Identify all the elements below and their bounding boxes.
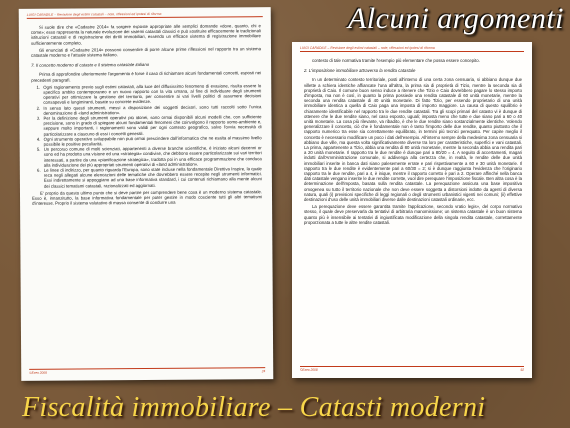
left-page-number: 24 <box>261 369 266 374</box>
right-page-number: 92 <box>520 368 524 372</box>
right-page-content <box>292 52 532 225</box>
list-item: 2. In senso lato questi strumenti, messi a disposizione dei soggetti decisori, sono tutti raccolti sotto l'unica denominazione di «land administration». <box>41 104 261 116</box>
slide-title-bottom: Fiscalità immobiliare – Catasti moderni <box>22 392 486 423</box>
list-item: 1. Ogni ragionamento previo sugli estimi catastali, alla luce del diffusissimo fenomeno di evasione, risulta essere lo specifico ambito contemporaneo e un nuovo rapporto con la vita umana, al fine di individuare degli strumenti operativi per ottimizzare la gestione del territorio, per consentire ai vari livelli politici di assumere decisioni consapevoli e lungimiranti, basate su concrete evidenze. <box>41 83 261 105</box>
left-paragraph-2: Gli enunciati di «Cadastre 2014» possono consentire di porre alcune prime riflessioni nel rapporto tra un sistema catastale moderno e l'attuale sistema italiano. <box>31 46 262 58</box>
right-page-footer <box>300 366 524 372</box>
left-paragraph-1: Si suole dire che «Cadastre 2014» fa sorgere risposte appropriate alle semplici domande «dove, quanto, chi e come»; esso rappresenta la naturale evoluzione dei sistemi catastali classici e può sostituire efficacemente le tradizionali istituzioni catastali e di registrazione dei diritti immobiliari, essendo un efficace sistema di registrazione immobiliare sufficientemente completo. <box>30 23 261 46</box>
right-section-title: 2. L'imposizione immobiliare attraverso la rendita catastale <box>304 68 416 74</box>
slide-title-top: Alcuni argomenti <box>347 2 564 35</box>
right-page-header: LUIGI CARADILE – Revisione degli estimi catastali – note, riflessioni ed ipotesi di riforma <box>300 46 435 50</box>
left-section-title: 7. Il concetto moderno di catasto e il sistema catastale italiano <box>31 62 150 69</box>
list-item: 5. Un percorso comune di molti scienziati, appartenenti a diverse branche scientifiche, è iniziato alcuni decenni or sono ed ha prodotto una visione ed una «strategia» condivise, che debbono essere particolarizzate sui vari territori interessati, a partire da una «pianificazione strategica», tradotta poi in una efficace programmazione che conduca alla individuazione dei più appropriati strumenti operativi di «land administration». <box>42 145 262 167</box>
left-paragraph-4: E' proprio da questo ultimo punto che si deve partire per comprendere bene cosa è un moderno sistema catastale. Esso è, innanzitutto, la base informativa fondamentale per poter gestire in modo cosciente tutti gli altri tematismi d'interesse. Proprio il sistema valutativo di massa consente di condurre una <box>32 189 263 207</box>
right-document-page <box>292 42 532 378</box>
left-numbered-list <box>31 83 262 189</box>
right-footer-publisher: ©Exeo 2008 <box>300 368 318 372</box>
list-item: 3. Per la definizione degli strumenti operativi più idonei, sono ormai disponibili alcuni modelli che, con sufficiente precisione, sono in grado di spiegare alcuni fondamentali fenomeni che coinvolgono il rapporto uomo-ambiente e, seppure molto importanti, i ragionamenti sono validi per ogni contesto geografico, salvo l'ovvia necessità di particolarizzare a ciascuno di essi i concetti generali. <box>41 114 261 136</box>
left-paragraph-3: Prima di approfondire ulteriormente l'argomento è forse il caso di richiamare alcuni fondamentali concetti, esposti nei precedenti paragrafi. <box>31 70 262 83</box>
left-document-page <box>19 7 274 381</box>
left-page-footer <box>29 367 265 375</box>
right-paragraph-1: contesto di tale normativa tramite l'esempio più elementare che possa essere concepito. <box>312 58 480 63</box>
list-item: 4. Ogni strumento operativo sviluppabile non può ormai prescindere dall'informatica che ne esalta al massimo livello possibile le positive peculiarità. <box>42 135 262 147</box>
right-paragraph-3: La perequazione deve essere garantita tramite l'applicazione, secondo vratio legis», del corpo normativo stesso, il quale deve preservarla da tentativi di arbitraria manomissione; un sistema catastale è un buon sistema quanto più è insensibile ai tentativi di ingiustificata modificazione della singola rendita catastale, correttamente proporzionata a tutte le altre rendite catastali. <box>304 204 522 225</box>
left-footer-publisher: ©Exeo 2008 <box>29 370 47 375</box>
left-page-content <box>19 17 272 206</box>
list-item: 6. Le linee di indirizzo, per quanto riguarda l'Europa, sono state incluse nella fondamentale Direttiva Inspire, la quale reca negli allegati alcune elencazioni delle tematiche che dovrebbero essere recepite negli strumenti informatici. Essi indirettamente si appoggiano ad una base informativa standard, i cui contenuti richiamano alla mente alcuni dei classici tematismi catastali, razionalizzati ed aggiornati. <box>42 166 262 188</box>
left-page-header: LUIGI CARADILE – Revisione degli estimi catastali – note, riflessioni ed ipotesi di riforma <box>26 11 162 17</box>
right-paragraph-2: In un determinato contesto territoriale, posti all'interno di una certa zona censuaria, si abbiano dunque due villette a schiera identiche affiancate l'una all'altra, la prima sia di proprietà di Tizio, mentre la seconda sia di proprietà di Caio. Il comune buon senso induce a ritenere che Tizio e Caio dovrebbero pagare lo stesso importo d'imposta, ma non è così, in quanto la prima possiede una rendita catastale di 60 unità monetarie, mentre la seconda una rendita catastale di 40 unità monetarie. Di fatto Tizio, per essendo proprietario di una unità immobiliare identica a quella di Caio paga una imposta di importo maggiore. La causa di questo squilibrio è chiaramente identificabile nel rapporto tra le due rendite catastali. Tra gli scopi primari del catasto vi è dunque di ottenere che le due rendite siano, nel caso esposto, uguali; imposta meno che tutte e due siano pari a 60 o 40 unità monetarie. La cosa più rilevante, va ribadito, è che le due rendite siano sostanzialmente identiche. Volendo generalizzare il concetto, ciò che è fondamentale non è tanto l'importo delle due rendite, quanto piuttosto che il rapporto numerico tra esse sia correttamente equilibrato, in termini più tecnici perequato. Per capire meglio il concetto è necessario modificare un poco i dati dell'esempio. All'interno sempre della medesima zona censuaria si abbiano due ville, ma questa volta significativamente diverse tra loro per caratteristiche, superfici e vani catastali. La prima, appartenente a Tizio, abbia una rendita di 80 unità monetarie, mentre la seconda abbia una rendita pari a 20 unità monetarie. Il rapporto tra le due rendite è dunque pari a 80/20 = 4. A seguito di accertamenti, magari indotti dall'Amministrazione comunale, si addivenga alla certezza che, in realtà, le rendite delle due unità immobiliari inserite in banca dati siano palesemente errate e pari rispettivamente a 60 e 30 unità monetarie. Il rapporto tra le due rendite è evidentemente pari a 60/30 = 2; si è dunque raggiunta l'evidenza che l'originario rapporto tra le due rendite, pari a 4, è inique, mentre il rapporto corretto è pari a 2. Operare affinché nella banca dati catastale vengano inserite le due rendite corrette, vuol dire perequare l'imposizione fiscale. Ben altra cosa è la determinazione dell'imposta, basata sulla rendita catastale. La perequazione assicura una base impositiva omogenea su tutto il territorio nazionale che non deve essere soggetta a distorsioni indotte da agenti di diversa natura, quali (i) previsioni specifiche di leggi regionali o degli strumenti urbanistici vigenti nei comuni; (ii) effettive destinazioni d'uso delle unità immobiliari diverse dalle destinazioni catastali ordinarie, ecc. <box>304 77 522 203</box>
